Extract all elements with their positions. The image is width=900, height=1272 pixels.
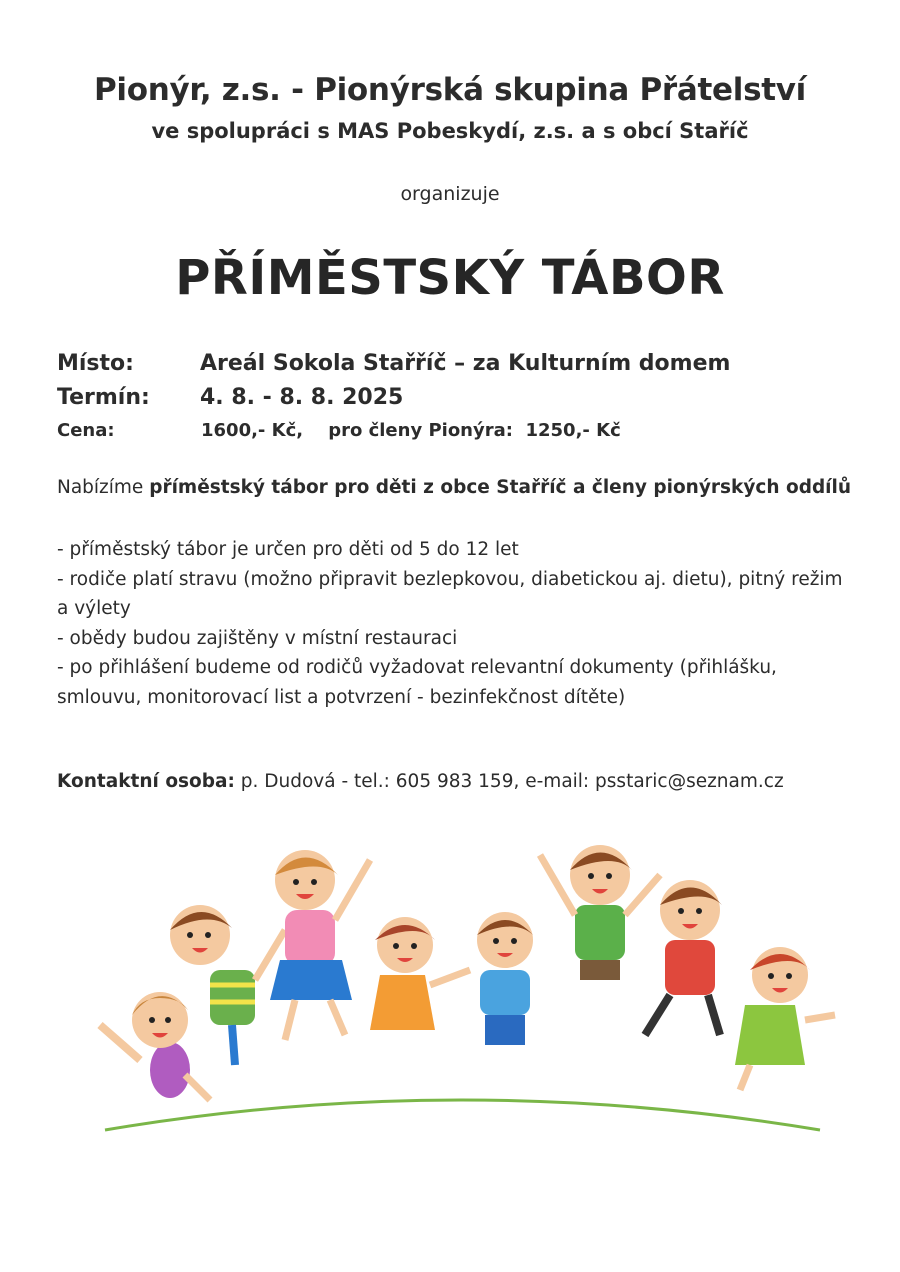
ground-arc [105,1100,820,1130]
contact-label: Kontaktní osoba: [57,771,235,792]
child-figure [100,992,210,1100]
partner-subheading: ve spolupráci s MAS Pobeskydí, z.s. a s obcí Staříč [151,119,749,143]
list-item: - rodiče platí stravu (možno připravit bezlepkovou, diabetickou aj. dietu), pitný režim a výlety [57,568,843,619]
price-value: 1600,- Kč, pro členy Pionýra: 1250,- Kč [201,420,621,441]
price-label: Cena: [57,420,115,441]
list-item: - po přihlášení budeme od rodičů vyžadovat relevantní dokumenty (přihlášku, smlouvu, monitorovací list a potvrzení - bezinfekčnost dítěte) [57,657,777,708]
contact-line [57,771,784,792]
list-item: - příměstský tábor je určen pro děti od 5 do 12 let [57,539,519,560]
child-figure [645,880,722,1035]
jumping-children-illustration [60,830,850,1150]
page-title: PŘÍMĚSTSKÝ TÁBOR [175,250,725,306]
child-figure [540,845,660,980]
list-item: - obědy budou zajištěny v místní restauraci [57,627,458,649]
date-value: 4. 8. - 8. 8. 2025 [200,385,404,410]
child-figure [477,912,533,1045]
child-figure [270,850,370,1040]
child-figure [735,947,835,1090]
child-figure [370,917,470,1030]
intro-prefix: Nabízíme [57,477,150,498]
organizes-text: organizuje [400,183,500,205]
date-label: Termín: [57,385,150,410]
place-value: Areál Sokola Stařříč – za Kulturním domem [200,351,731,376]
child-figure [170,905,285,1065]
contact-text: p. Dudová - tel.: 605 983 159, e-mail: psstaric@seznam.cz [234,771,784,792]
organizer-heading: Pionýr, z.s. - Pionýrská skupina Přátelství [93,72,807,108]
intro-bold: příměstský tábor pro děti z obce Stařříč a členy pionýrských oddílů [149,477,852,498]
place-label: Místo: [57,351,134,376]
bullet-list [57,535,857,712]
intro-paragraph [57,477,851,498]
